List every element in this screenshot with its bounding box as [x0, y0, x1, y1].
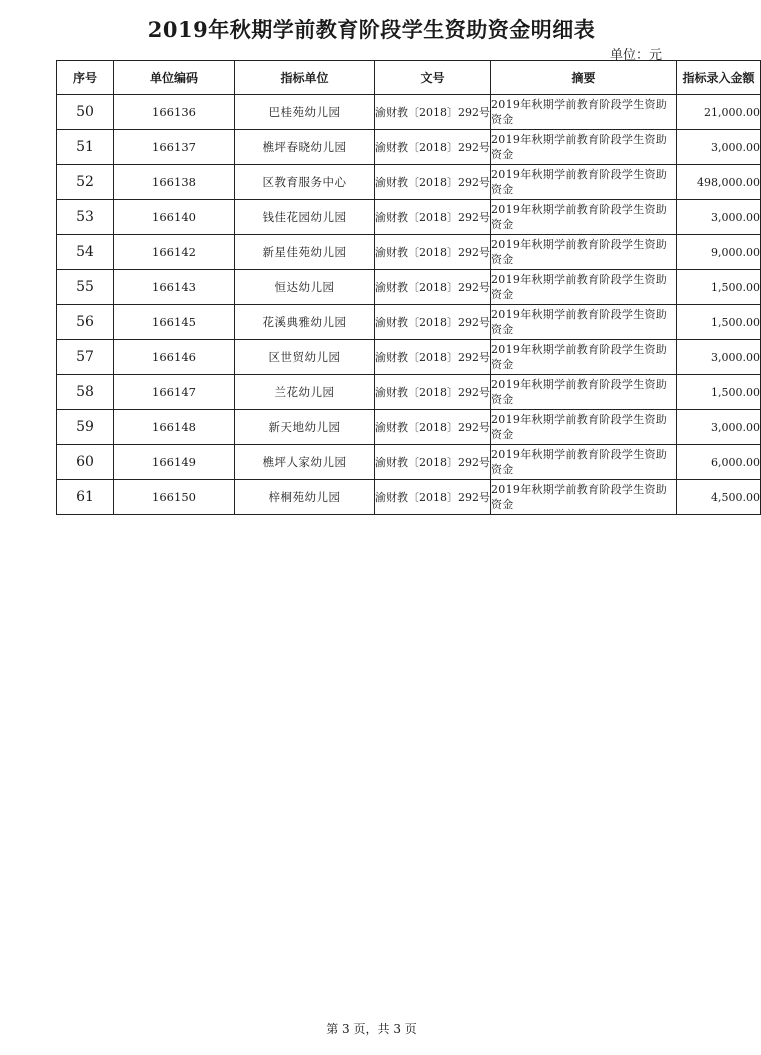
cell-doc: 渝财教〔2018〕292号 — [375, 375, 491, 410]
cell-seq: 52 — [57, 165, 114, 200]
cell-org: 新天地幼儿园 — [235, 410, 375, 445]
cell-amount: 3,000.00 — [677, 340, 761, 375]
header-doc: 文号 — [375, 61, 491, 95]
cell-amount: 6,000.00 — [677, 445, 761, 480]
header-code: 单位编码 — [114, 61, 235, 95]
cell-amount: 3,000.00 — [677, 410, 761, 445]
cell-doc: 渝财教〔2018〕292号 — [375, 130, 491, 165]
table-row — [57, 445, 761, 480]
header-summary: 摘要 — [491, 61, 677, 95]
cell-summary: 2019年秋期学前教育阶段学生资助资金 — [491, 270, 677, 305]
cell-org: 樵坪春晓幼儿园 — [235, 130, 375, 165]
table-header — [57, 61, 761, 95]
cell-amount: 1,500.00 — [677, 375, 761, 410]
table-row — [57, 410, 761, 445]
cell-seq: 55 — [57, 270, 114, 305]
table-row — [57, 480, 761, 515]
cell-summary: 2019年秋期学前教育阶段学生资助资金 — [491, 130, 677, 165]
cell-org: 新星佳苑幼儿园 — [235, 235, 375, 270]
cell-amount: 9,000.00 — [677, 235, 761, 270]
cell-code: 166140 — [114, 200, 235, 235]
cell-code: 166149 — [114, 445, 235, 480]
header-org: 指标单位 — [235, 61, 375, 95]
cell-org: 花溪典雅幼儿园 — [235, 305, 375, 340]
cell-code: 166136 — [114, 95, 235, 130]
table-row — [57, 165, 761, 200]
table-body — [57, 95, 761, 515]
cell-org: 梓桐苑幼儿园 — [235, 480, 375, 515]
cell-summary: 2019年秋期学前教育阶段学生资助资金 — [491, 480, 677, 515]
cell-summary: 2019年秋期学前教育阶段学生资助资金 — [491, 305, 677, 340]
cell-summary: 2019年秋期学前教育阶段学生资助资金 — [491, 375, 677, 410]
cell-seq: 53 — [57, 200, 114, 235]
cell-code: 166147 — [114, 375, 235, 410]
cell-code: 166148 — [114, 410, 235, 445]
table-row — [57, 95, 761, 130]
cell-doc: 渝财教〔2018〕292号 — [375, 165, 491, 200]
cell-org: 樵坪人家幼儿园 — [235, 445, 375, 480]
table-row — [57, 340, 761, 375]
cell-amount: 1,500.00 — [677, 305, 761, 340]
table-row — [57, 270, 761, 305]
cell-seq: 54 — [57, 235, 114, 270]
document-title: 2019年秋期学前教育阶段学生资助资金明细表 — [147, 17, 596, 42]
cell-seq: 50 — [57, 95, 114, 130]
table-row — [57, 375, 761, 410]
page-footer: 第 3 页，共 3 页 — [326, 1022, 417, 1036]
cell-doc: 渝财教〔2018〕292号 — [375, 95, 491, 130]
cell-doc: 渝财教〔2018〕292号 — [375, 235, 491, 270]
cell-code: 166138 — [114, 165, 235, 200]
cell-amount: 1,500.00 — [677, 270, 761, 305]
cell-doc: 渝财教〔2018〕292号 — [375, 270, 491, 305]
header-row — [57, 61, 761, 95]
cell-doc: 渝财教〔2018〕292号 — [375, 340, 491, 375]
cell-doc: 渝财教〔2018〕292号 — [375, 305, 491, 340]
header-amount: 指标录入金额 — [677, 61, 761, 95]
cell-summary: 2019年秋期学前教育阶段学生资助资金 — [491, 340, 677, 375]
unit-label: 单位：元 — [610, 48, 663, 63]
cell-summary: 2019年秋期学前教育阶段学生资助资金 — [491, 235, 677, 270]
cell-org: 钱佳花园幼儿园 — [235, 200, 375, 235]
cell-amount: 3,000.00 — [677, 130, 761, 165]
cell-seq: 58 — [57, 375, 114, 410]
cell-code: 166137 — [114, 130, 235, 165]
cell-doc: 渝财教〔2018〕292号 — [375, 480, 491, 515]
cell-code: 166143 — [114, 270, 235, 305]
cell-summary: 2019年秋期学前教育阶段学生资助资金 — [491, 95, 677, 130]
cell-org: 区世贸幼儿园 — [235, 340, 375, 375]
cell-code: 166150 — [114, 480, 235, 515]
cell-org: 区教育服务中心 — [235, 165, 375, 200]
detail-table — [56, 60, 761, 515]
cell-seq: 60 — [57, 445, 114, 480]
cell-seq: 61 — [57, 480, 114, 515]
cell-amount: 21,000.00 — [677, 95, 761, 130]
cell-summary: 2019年秋期学前教育阶段学生资助资金 — [491, 445, 677, 480]
cell-code: 166146 — [114, 340, 235, 375]
cell-code: 166142 — [114, 235, 235, 270]
cell-org: 巴桂苑幼儿园 — [235, 95, 375, 130]
cell-seq: 56 — [57, 305, 114, 340]
table-row — [57, 200, 761, 235]
cell-summary: 2019年秋期学前教育阶段学生资助资金 — [491, 200, 677, 235]
cell-summary: 2019年秋期学前教育阶段学生资助资金 — [491, 165, 677, 200]
cell-seq: 51 — [57, 130, 114, 165]
table-row — [57, 235, 761, 270]
cell-summary: 2019年秋期学前教育阶段学生资助资金 — [491, 410, 677, 445]
header-seq: 序号 — [57, 61, 114, 95]
cell-org: 恒达幼儿园 — [235, 270, 375, 305]
table-row — [57, 130, 761, 165]
cell-seq: 59 — [57, 410, 114, 445]
cell-seq: 57 — [57, 340, 114, 375]
cell-code: 166145 — [114, 305, 235, 340]
cell-org: 兰花幼儿园 — [235, 375, 375, 410]
cell-amount: 498,000.00 — [677, 165, 761, 200]
cell-amount: 3,000.00 — [677, 200, 761, 235]
cell-doc: 渝财教〔2018〕292号 — [375, 410, 491, 445]
table-row — [57, 305, 761, 340]
cell-amount: 4,500.00 — [677, 480, 761, 515]
cell-doc: 渝财教〔2018〕292号 — [375, 445, 491, 480]
cell-doc: 渝财教〔2018〕292号 — [375, 200, 491, 235]
